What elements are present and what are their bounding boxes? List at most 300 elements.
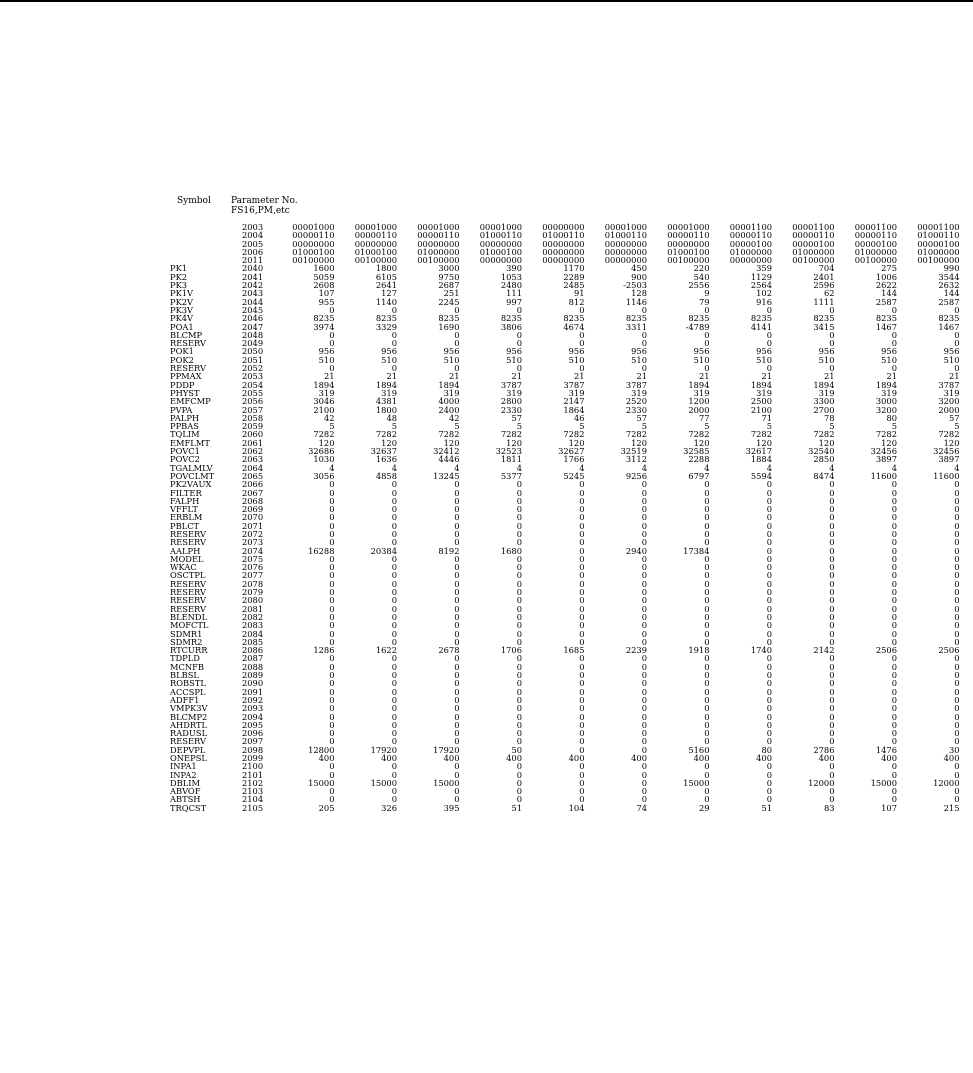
- table-row: [160, 654, 960, 662]
- value-cell: 0: [641, 761, 647, 772]
- value-cell: 0: [516, 620, 522, 631]
- value-cell: 0: [641, 719, 647, 730]
- value-cell: 812: [568, 296, 585, 307]
- symbol-cell: RTCURR: [170, 645, 208, 656]
- value-cell: 0: [329, 528, 335, 539]
- value-cell: 0: [829, 794, 835, 805]
- value-cell: 0: [641, 304, 647, 315]
- symbol-cell: POK1: [170, 346, 194, 357]
- value-cell: 00000110: [667, 230, 710, 241]
- value-cell: 0: [516, 495, 522, 506]
- value-cell: 80: [886, 412, 897, 423]
- value-cell: 00001100: [792, 222, 835, 232]
- symbol-cell: ABTSH: [170, 794, 201, 805]
- value-cell: 00000000: [542, 246, 585, 257]
- value-cell: 0: [516, 694, 522, 705]
- value-cell: 0: [579, 744, 585, 755]
- value-cell: 1467: [938, 321, 960, 332]
- value-cell: 00100000: [667, 255, 710, 266]
- value-cell: 120: [381, 437, 397, 448]
- value-cell: 00001100: [917, 222, 960, 232]
- value-cell: 0: [516, 670, 522, 681]
- value-cell: 01000110: [604, 230, 647, 241]
- value-cell: 0: [579, 777, 585, 788]
- value-cell: 0: [329, 653, 335, 664]
- value-cell: 0: [954, 495, 960, 506]
- symbol-cell: ERBLM: [170, 512, 203, 523]
- value-cell: 3056: [313, 470, 335, 481]
- symbol-cell: POVC1: [170, 446, 200, 457]
- value-cell: 0: [891, 711, 897, 722]
- value-cell: 0: [641, 338, 647, 349]
- value-cell: 01000100: [354, 246, 397, 257]
- value-cell: 956: [443, 346, 460, 357]
- symbol-cell: POK2: [170, 354, 194, 365]
- value-cell: 5160: [688, 744, 710, 755]
- value-cell: 319: [568, 387, 585, 398]
- value-cell: 0: [829, 562, 835, 573]
- value-cell: 0: [766, 304, 772, 315]
- value-cell: 5: [704, 421, 710, 432]
- value-cell: 0: [766, 686, 772, 697]
- parameter-table: [160, 223, 960, 812]
- value-cell: 319: [631, 387, 647, 398]
- value-cell: 0: [704, 794, 710, 805]
- value-cell: 21: [386, 371, 397, 382]
- value-cell: 0: [766, 329, 772, 340]
- value-cell: 205: [318, 802, 335, 813]
- parameter-number-cell: 2055: [242, 387, 264, 398]
- parameter-number-cell: 2077: [242, 570, 264, 581]
- value-cell: 0: [454, 504, 460, 515]
- value-cell: 0: [954, 628, 960, 639]
- value-cell: 0: [704, 578, 710, 589]
- symbol-cell: BLBSL: [170, 670, 199, 681]
- value-cell: 0: [391, 495, 397, 506]
- value-cell: 0: [329, 703, 335, 714]
- value-cell: 0: [329, 670, 335, 681]
- value-cell: 0: [516, 595, 522, 606]
- value-cell: 0: [954, 794, 960, 805]
- value-cell: 0: [954, 545, 960, 556]
- value-cell: 00000100: [792, 238, 835, 249]
- value-cell: 127: [381, 288, 397, 299]
- value-cell: 0: [454, 338, 460, 349]
- value-cell: 4858: [375, 470, 397, 481]
- value-cell: 0: [329, 587, 335, 598]
- table-row: [160, 356, 960, 364]
- value-cell: 3000: [438, 263, 460, 274]
- value-cell: 0: [391, 570, 397, 581]
- value-cell: 0: [579, 670, 585, 681]
- value-cell: 956: [943, 346, 960, 357]
- parameter-number-cell: 2087: [242, 653, 264, 664]
- value-cell: 0: [829, 537, 835, 548]
- symbol-cell: PK1V: [170, 288, 194, 299]
- value-cell: 0: [704, 528, 710, 539]
- value-cell: 0: [704, 786, 710, 797]
- symbol-cell: FALPH: [170, 495, 200, 506]
- value-cell: 0: [454, 329, 460, 340]
- value-cell: 0: [454, 769, 460, 780]
- value-cell: 0: [391, 595, 397, 606]
- symbol-cell: [160, 223, 235, 231]
- value-cell: 0: [516, 587, 522, 598]
- parameter-number-cell: 2050: [242, 346, 264, 357]
- parameter-number-cell: 2102: [242, 777, 264, 788]
- value-cell: 1811: [500, 454, 522, 465]
- value-cell: 0: [516, 628, 522, 639]
- value-cell: 0: [829, 620, 835, 631]
- value-cell: 0: [766, 794, 772, 805]
- value-cell: 0: [579, 653, 585, 664]
- value-cell: 0: [454, 611, 460, 622]
- table-row: [160, 596, 960, 604]
- value-cell: 0: [766, 363, 772, 374]
- value-cell: 450: [631, 263, 647, 274]
- value-cell: 319: [443, 387, 460, 398]
- value-cell: 3000: [875, 396, 897, 407]
- symbol-cell: [160, 240, 235, 248]
- value-cell: 0: [829, 686, 835, 697]
- value-cell: 0: [579, 587, 585, 598]
- value-cell: 0: [891, 736, 897, 747]
- value-cell: 00100000: [917, 255, 960, 266]
- value-cell: 0: [516, 794, 522, 805]
- symbol-cell: ONEPSL: [170, 753, 207, 763]
- value-cell: 0: [329, 329, 335, 340]
- value-cell: 0: [641, 653, 647, 664]
- value-cell: 0: [391, 603, 397, 614]
- table-row: [160, 563, 960, 571]
- value-cell: 3544: [938, 271, 960, 282]
- value-cell: 0: [579, 636, 585, 647]
- value-cell: 0: [954, 653, 960, 664]
- value-cell: 0: [641, 636, 647, 647]
- symbol-cell: PPBAS: [170, 421, 199, 432]
- value-cell: 1140: [375, 296, 397, 307]
- value-cell: 4: [516, 462, 522, 473]
- value-cell: 0: [516, 761, 522, 772]
- value-cell: 1006: [875, 271, 897, 282]
- value-cell: 3787: [563, 379, 585, 390]
- value-cell: 00000110: [792, 230, 835, 241]
- value-cell: 5: [516, 421, 522, 432]
- value-cell: 0: [391, 504, 397, 515]
- value-cell: 1636: [375, 454, 397, 465]
- value-cell: 0: [516, 329, 522, 340]
- value-cell: 0: [891, 728, 897, 739]
- value-cell: 359: [756, 263, 772, 274]
- value-cell: 0: [516, 661, 522, 672]
- value-cell: 6797: [688, 470, 710, 481]
- value-cell: 319: [506, 387, 522, 398]
- value-cell: 1800: [375, 263, 397, 274]
- value-cell: 7282: [813, 429, 835, 440]
- symbol-cell: AALPH: [170, 545, 201, 556]
- value-cell: 0: [579, 562, 585, 573]
- value-cell: 120: [318, 437, 335, 448]
- value-cell: 0: [579, 545, 585, 556]
- value-cell: 01000000: [854, 246, 897, 257]
- parameter-number-cell: 2089: [242, 670, 264, 681]
- value-cell: 1894: [750, 379, 772, 390]
- value-cell: 0: [954, 686, 960, 697]
- value-cell: 12000: [808, 777, 835, 788]
- value-cell: 510: [818, 354, 835, 365]
- value-cell: 1622: [375, 645, 397, 656]
- value-cell: 51: [511, 802, 522, 813]
- value-cell: 0: [516, 611, 522, 622]
- value-cell: 0: [329, 363, 335, 374]
- value-cell: 0: [954, 528, 960, 539]
- value-cell: 00000000: [542, 238, 585, 249]
- value-cell: 3200: [938, 396, 960, 407]
- value-cell: 0: [829, 661, 835, 672]
- value-cell: 77: [698, 412, 710, 423]
- value-cell: 1467: [875, 321, 897, 332]
- parameter-number-cell: 2098: [242, 744, 264, 755]
- parameter-number-cell: 2072: [242, 528, 264, 539]
- value-cell: 0: [891, 678, 897, 689]
- value-cell: 9750: [438, 271, 460, 282]
- value-cell: 0: [516, 719, 522, 730]
- value-cell: 0: [579, 595, 585, 606]
- value-cell: 00000000: [604, 238, 647, 249]
- value-cell: 0: [704, 553, 710, 564]
- table-row: [160, 273, 960, 281]
- value-cell: 0: [704, 769, 710, 780]
- value-cell: 400: [881, 753, 897, 763]
- parameter-number-cell: 2073: [242, 537, 264, 548]
- value-cell: 3787: [625, 379, 647, 390]
- value-cell: 32456: [870, 446, 897, 457]
- value-cell: 0: [704, 694, 710, 705]
- value-cell: 3806: [500, 321, 522, 332]
- value-cell: 215: [943, 802, 960, 813]
- table-row: [160, 688, 960, 696]
- value-cell: 0: [516, 570, 522, 581]
- value-cell: 32540: [808, 446, 835, 457]
- value-cell: 4446: [438, 454, 460, 465]
- value-cell: 0: [766, 603, 772, 614]
- value-cell: 2500: [750, 396, 772, 407]
- value-cell: 0: [766, 636, 772, 647]
- value-cell: 2245: [438, 296, 460, 307]
- value-cell: 00001000: [479, 222, 522, 232]
- value-cell: 510: [381, 354, 397, 365]
- value-cell: 7282: [688, 429, 710, 440]
- value-cell: 5: [829, 421, 835, 432]
- table-row: [160, 497, 960, 505]
- value-cell: 0: [516, 636, 522, 647]
- value-cell: 0: [891, 794, 897, 805]
- value-cell: 0: [891, 504, 897, 515]
- value-cell: 01000110: [542, 230, 585, 241]
- value-cell: 21: [823, 371, 835, 382]
- table-row: [160, 364, 960, 372]
- value-cell: 0: [579, 363, 585, 374]
- parameter-number-cell: 2053: [242, 371, 264, 382]
- parameter-number-cell: 2100: [242, 761, 264, 772]
- value-cell: 2608: [313, 280, 335, 291]
- parameter-number-cell: 2040: [242, 263, 264, 274]
- value-cell: 400: [756, 753, 772, 763]
- symbol-cell: RESERV: [170, 578, 206, 589]
- parameter-number-cell: 2067: [242, 487, 264, 498]
- value-cell: 0: [954, 711, 960, 722]
- parameter-number-cell: 2054: [242, 379, 264, 390]
- symbol-cell: INPA2: [170, 769, 197, 780]
- value-cell: 4: [829, 462, 835, 473]
- table-row: [160, 447, 960, 455]
- value-cell: 7282: [875, 429, 897, 440]
- value-cell: 0: [454, 528, 460, 539]
- table-row: [160, 547, 960, 555]
- value-cell: 0: [954, 603, 960, 614]
- value-cell: 8235: [688, 313, 710, 324]
- value-cell: 0: [766, 512, 772, 523]
- value-cell: 0: [891, 363, 897, 374]
- value-cell: 0: [516, 504, 522, 515]
- value-cell: -2503: [623, 280, 647, 291]
- value-cell: 00000000: [479, 238, 522, 249]
- value-cell: 79: [698, 296, 710, 307]
- value-cell: 0: [829, 528, 835, 539]
- value-cell: 01000100: [292, 246, 335, 257]
- value-cell: 120: [756, 437, 772, 448]
- table-row: [160, 289, 960, 297]
- value-cell: 0: [829, 338, 835, 349]
- value-cell: 0: [829, 728, 835, 739]
- value-cell: 3897: [938, 454, 960, 465]
- value-cell: 2000: [938, 404, 960, 415]
- value-cell: 0: [391, 512, 397, 523]
- value-cell: 0: [704, 537, 710, 548]
- value-cell: 7282: [500, 429, 522, 440]
- value-cell: 1894: [375, 379, 397, 390]
- value-cell: 0: [891, 694, 897, 705]
- value-cell: 3787: [938, 379, 960, 390]
- value-cell: 0: [454, 703, 460, 714]
- value-cell: 0: [641, 487, 647, 498]
- value-cell: 0: [391, 338, 397, 349]
- value-cell: 0: [641, 520, 647, 531]
- value-cell: 0: [954, 661, 960, 672]
- value-cell: 0: [829, 520, 835, 531]
- value-cell: 0: [954, 338, 960, 349]
- value-cell: 0: [391, 553, 397, 564]
- value-cell: 0: [766, 777, 772, 788]
- value-cell: 0: [641, 794, 647, 805]
- value-cell: 8235: [313, 313, 335, 324]
- value-cell: 0: [829, 736, 835, 747]
- symbol-cell: PPMAX: [170, 371, 202, 382]
- value-cell: 0: [704, 611, 710, 622]
- value-cell: 7282: [313, 429, 335, 440]
- parameter-header-line2: FS16,PM,etc: [231, 205, 290, 216]
- value-cell: 0: [454, 711, 460, 722]
- value-cell: 0: [954, 786, 960, 797]
- value-cell: 00000000: [604, 255, 647, 266]
- value-cell: 956: [818, 346, 835, 357]
- symbol-cell: MCNFB: [170, 661, 204, 672]
- value-cell: 00001000: [667, 222, 710, 232]
- symbol-cell: PK2: [170, 271, 188, 282]
- symbol-cell: PVPA: [170, 404, 193, 415]
- value-cell: 15000: [370, 777, 397, 788]
- value-cell: 00000100: [729, 238, 772, 249]
- value-cell: 13245: [433, 470, 460, 481]
- symbol-cell: ADFF1: [170, 694, 200, 705]
- value-cell: 0: [954, 719, 960, 730]
- symbol-cell: PK4V: [170, 313, 194, 324]
- value-cell: 12000: [933, 777, 960, 788]
- value-cell: 57: [948, 412, 960, 423]
- value-cell: 0: [704, 728, 710, 739]
- value-cell: 0: [704, 595, 710, 606]
- value-cell: 0: [516, 338, 522, 349]
- value-cell: 3974: [313, 321, 335, 332]
- value-cell: 00000000: [354, 238, 397, 249]
- value-cell: 1129: [750, 271, 772, 282]
- value-cell: 0: [766, 719, 772, 730]
- value-cell: 0: [391, 694, 397, 705]
- value-cell: 0: [829, 670, 835, 681]
- table-row: [160, 646, 960, 654]
- parameter-number-cell: 2088: [242, 661, 264, 672]
- value-cell: 0: [766, 786, 772, 797]
- value-cell: 0: [704, 628, 710, 639]
- value-cell: 0: [766, 570, 772, 581]
- value-cell: 0: [579, 678, 585, 689]
- symbol-cell: PK2VAUX: [170, 479, 212, 490]
- value-cell: 997: [506, 296, 522, 307]
- value-cell: 0: [891, 761, 897, 772]
- symbol-cell: RESERV: [170, 603, 206, 614]
- value-cell: 0: [954, 769, 960, 780]
- value-cell: 62: [823, 288, 835, 299]
- value-cell: 0: [454, 363, 460, 374]
- value-cell: 9: [704, 288, 710, 299]
- value-cell: 510: [506, 354, 522, 365]
- value-cell: 0: [954, 703, 960, 714]
- value-cell: 0: [954, 553, 960, 564]
- value-cell: 00100000: [854, 255, 897, 266]
- value-cell: 4: [766, 462, 772, 473]
- value-cell: 2147: [563, 396, 585, 407]
- value-cell: 4: [704, 462, 710, 473]
- value-cell: 400: [506, 753, 522, 763]
- value-cell: 0: [329, 595, 335, 606]
- value-cell: 0: [891, 487, 897, 498]
- symbol-cell: PK3: [170, 280, 188, 291]
- value-cell: 17384: [683, 545, 710, 556]
- symbol-cell: RESERV: [170, 537, 206, 548]
- value-cell: 0: [329, 487, 335, 498]
- value-cell: 0: [516, 703, 522, 714]
- value-cell: 4: [329, 462, 335, 473]
- table-row: [160, 746, 960, 754]
- value-cell: 0: [579, 769, 585, 780]
- value-cell: 32456: [933, 446, 960, 457]
- value-cell: 0: [766, 495, 772, 506]
- table-row: [160, 787, 960, 795]
- value-cell: 0: [954, 520, 960, 531]
- table-row: [160, 505, 960, 513]
- parameter-number-cell: 2069: [242, 504, 264, 515]
- value-cell: 1706: [500, 645, 522, 656]
